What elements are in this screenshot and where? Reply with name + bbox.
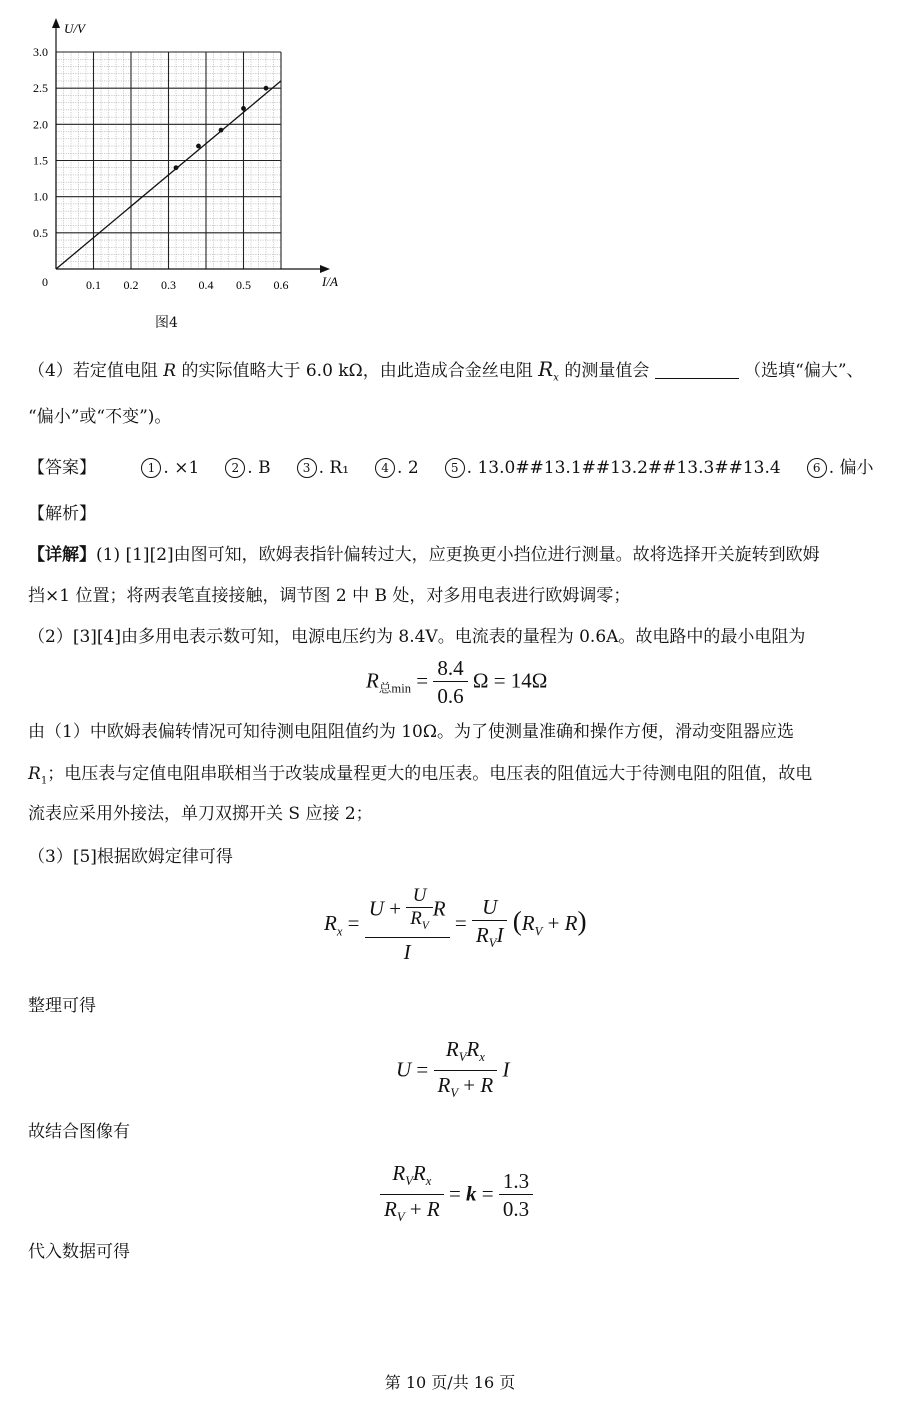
equation-rmin: $R_{总min}$ = $\frac{8.4}{0.6}$ Ω = 14Ω <box>366 656 548 708</box>
data-point <box>264 86 269 91</box>
y-tick-label: 1.5 <box>33 153 48 168</box>
x-tick-label: 0.6 <box>273 278 289 292</box>
x-tick-label: 0.4 <box>198 278 214 292</box>
y-tick-label: 3.0 <box>33 45 48 59</box>
answer-value: . B <box>247 458 271 478</box>
data-point <box>174 165 179 170</box>
eq1-fraction <box>433 655 467 710</box>
answer-items <box>141 458 899 478</box>
y-tick-label: 1.0 <box>33 189 48 204</box>
x-tick-label: 0.2 <box>123 278 139 292</box>
rx-subscript: x <box>553 372 559 384</box>
answer-item-2 <box>225 458 270 478</box>
eq1-lhs: R <box>366 668 379 693</box>
answer-row <box>28 453 900 478</box>
y-tick-label: 2.5 <box>33 81 48 96</box>
eq4-denominator: 0.3 <box>502 1197 530 1222</box>
equation-u: U = $\frac{R_VR_x}{R_V + R}$ I <box>396 1037 510 1101</box>
eq1-lhs-sub: 总min <box>378 681 412 696</box>
combine-label: 故结合图像有 <box>28 1122 130 1142</box>
answer-number-circle: 1 <box>141 458 161 478</box>
data-point <box>241 106 246 111</box>
equation-rx: $R_x$ = U + $\frac{U}{R_V}$ R I = $\frac{U}{R_VI}$ $(R_V + R)$ <box>324 885 587 964</box>
answer-label: 【答案】 <box>28 458 96 478</box>
question-4-line-2: “偏小”或“不变”)。 <box>28 407 172 427</box>
answer-item-1 <box>141 458 199 478</box>
q4-text-d: （选填“偏大”、 <box>744 361 864 381</box>
answer-item-4 <box>375 458 419 478</box>
answer-value: . 偏小 <box>828 458 874 478</box>
answer-blank <box>655 360 739 379</box>
analysis-label: 【解析】 <box>28 504 96 524</box>
y-axis-arrow <box>52 18 60 28</box>
data-point <box>196 144 201 149</box>
answer-number-circle: 3 <box>297 458 317 478</box>
detail-p2-line-4: 流表应采用外接法，单刀双掷开关 S 应接 2； <box>28 804 373 824</box>
eq1-denominator: 0.6 <box>437 684 464 708</box>
u-i-graph <box>28 12 358 332</box>
detail-p2-line-3-text: ；电压表与定值电阻串联相当于改装成量程更大的电压表。电压表的阻值远大于待测电阻的阻值，故电 <box>47 764 813 784</box>
detail-p2-line-1: （2）[3][4]由多用电表示数可知，电源电压约为 8.4V。电流表的量程为 0.6A。故电路中的最小电阻为 <box>28 627 806 647</box>
y-axis-label: U/V <box>64 21 85 36</box>
q4-text-b: 的实际值略大于 6.0 kΩ，由此造成合金丝电阻 <box>181 361 533 381</box>
q4-text-c: 的测量值会 <box>564 361 650 381</box>
figure-caption: 图4 <box>155 315 178 331</box>
detail-p2-line-3 <box>28 762 812 793</box>
x-tick-label: 0.1 <box>86 278 101 292</box>
answer-number-circle: 5 <box>445 458 465 478</box>
answer-item-5 <box>445 458 781 478</box>
detail-p3-line-1: （3）[5]根据欧姆定律可得 <box>28 847 233 867</box>
detail-p1-line-2: 挡×1 位置；将两表笔直接接触，调节图 2 中 B 处，对多用电表进行欧姆调零； <box>28 586 631 606</box>
r1-symbol: R <box>28 764 41 784</box>
answer-value: . 13.0##13.1##13.2##13.3##13.4 <box>466 458 781 478</box>
x-tick-label: 0.3 <box>161 278 176 292</box>
x-axis-label: I/A <box>322 274 338 289</box>
x-tick-label: 0.5 <box>236 278 251 292</box>
y-tick-label: 0.5 <box>33 225 48 240</box>
answer-number-circle: 2 <box>225 458 245 478</box>
x-axis-arrow <box>320 265 330 273</box>
answer-item-3 <box>297 458 349 478</box>
eq1-numerator: 8.4 <box>433 655 467 682</box>
rx-symbol: R <box>538 357 554 381</box>
substitute-label: 代入数据可得 <box>28 1242 130 1262</box>
answer-value: . ×1 <box>163 458 200 478</box>
q4-text-a: （4）若定值电阻 <box>28 361 158 381</box>
r-symbol: R <box>163 361 177 381</box>
origin-label: 0 <box>42 275 48 289</box>
answer-number-circle: 4 <box>375 458 395 478</box>
detail-p1-line-1 <box>28 543 820 567</box>
detail-p1-text: (1) [1][2]由图可知，欧姆表指针偏转过大，应更换更小挡位进行测量。故将选择开关旋转到欧姆 <box>96 545 820 565</box>
answer-value: . 2 <box>397 458 419 478</box>
r1-subscript: 1 <box>40 775 48 787</box>
answer-value: . R₁ <box>318 458 350 478</box>
data-point <box>219 128 224 133</box>
equation-k: $\frac{R_VR_x}{R_V + R}$ = k = $\frac{1.3}{0.3}$ <box>380 1160 533 1231</box>
tidy-label: 整理可得 <box>28 996 96 1016</box>
question-4-line-1 <box>28 357 864 390</box>
eq1-rhs: Ω = 14Ω <box>472 668 548 693</box>
page-footer: 第 10 页/共 16 页 <box>384 1373 516 1392</box>
answer-item-6 <box>807 458 874 478</box>
eq4-numerator: 1.3 <box>499 1168 533 1195</box>
y-tick-label: 2.0 <box>33 117 48 132</box>
detail-label: 【详解】 <box>28 545 96 565</box>
detail-p2-line-2: 由（1）中欧姆表偏转情况可知待测电阻阻值约为 10Ω。为了使测量准确和操作方便，滑动变阻器应选 <box>28 722 794 742</box>
answer-number-circle: 6 <box>807 458 827 478</box>
